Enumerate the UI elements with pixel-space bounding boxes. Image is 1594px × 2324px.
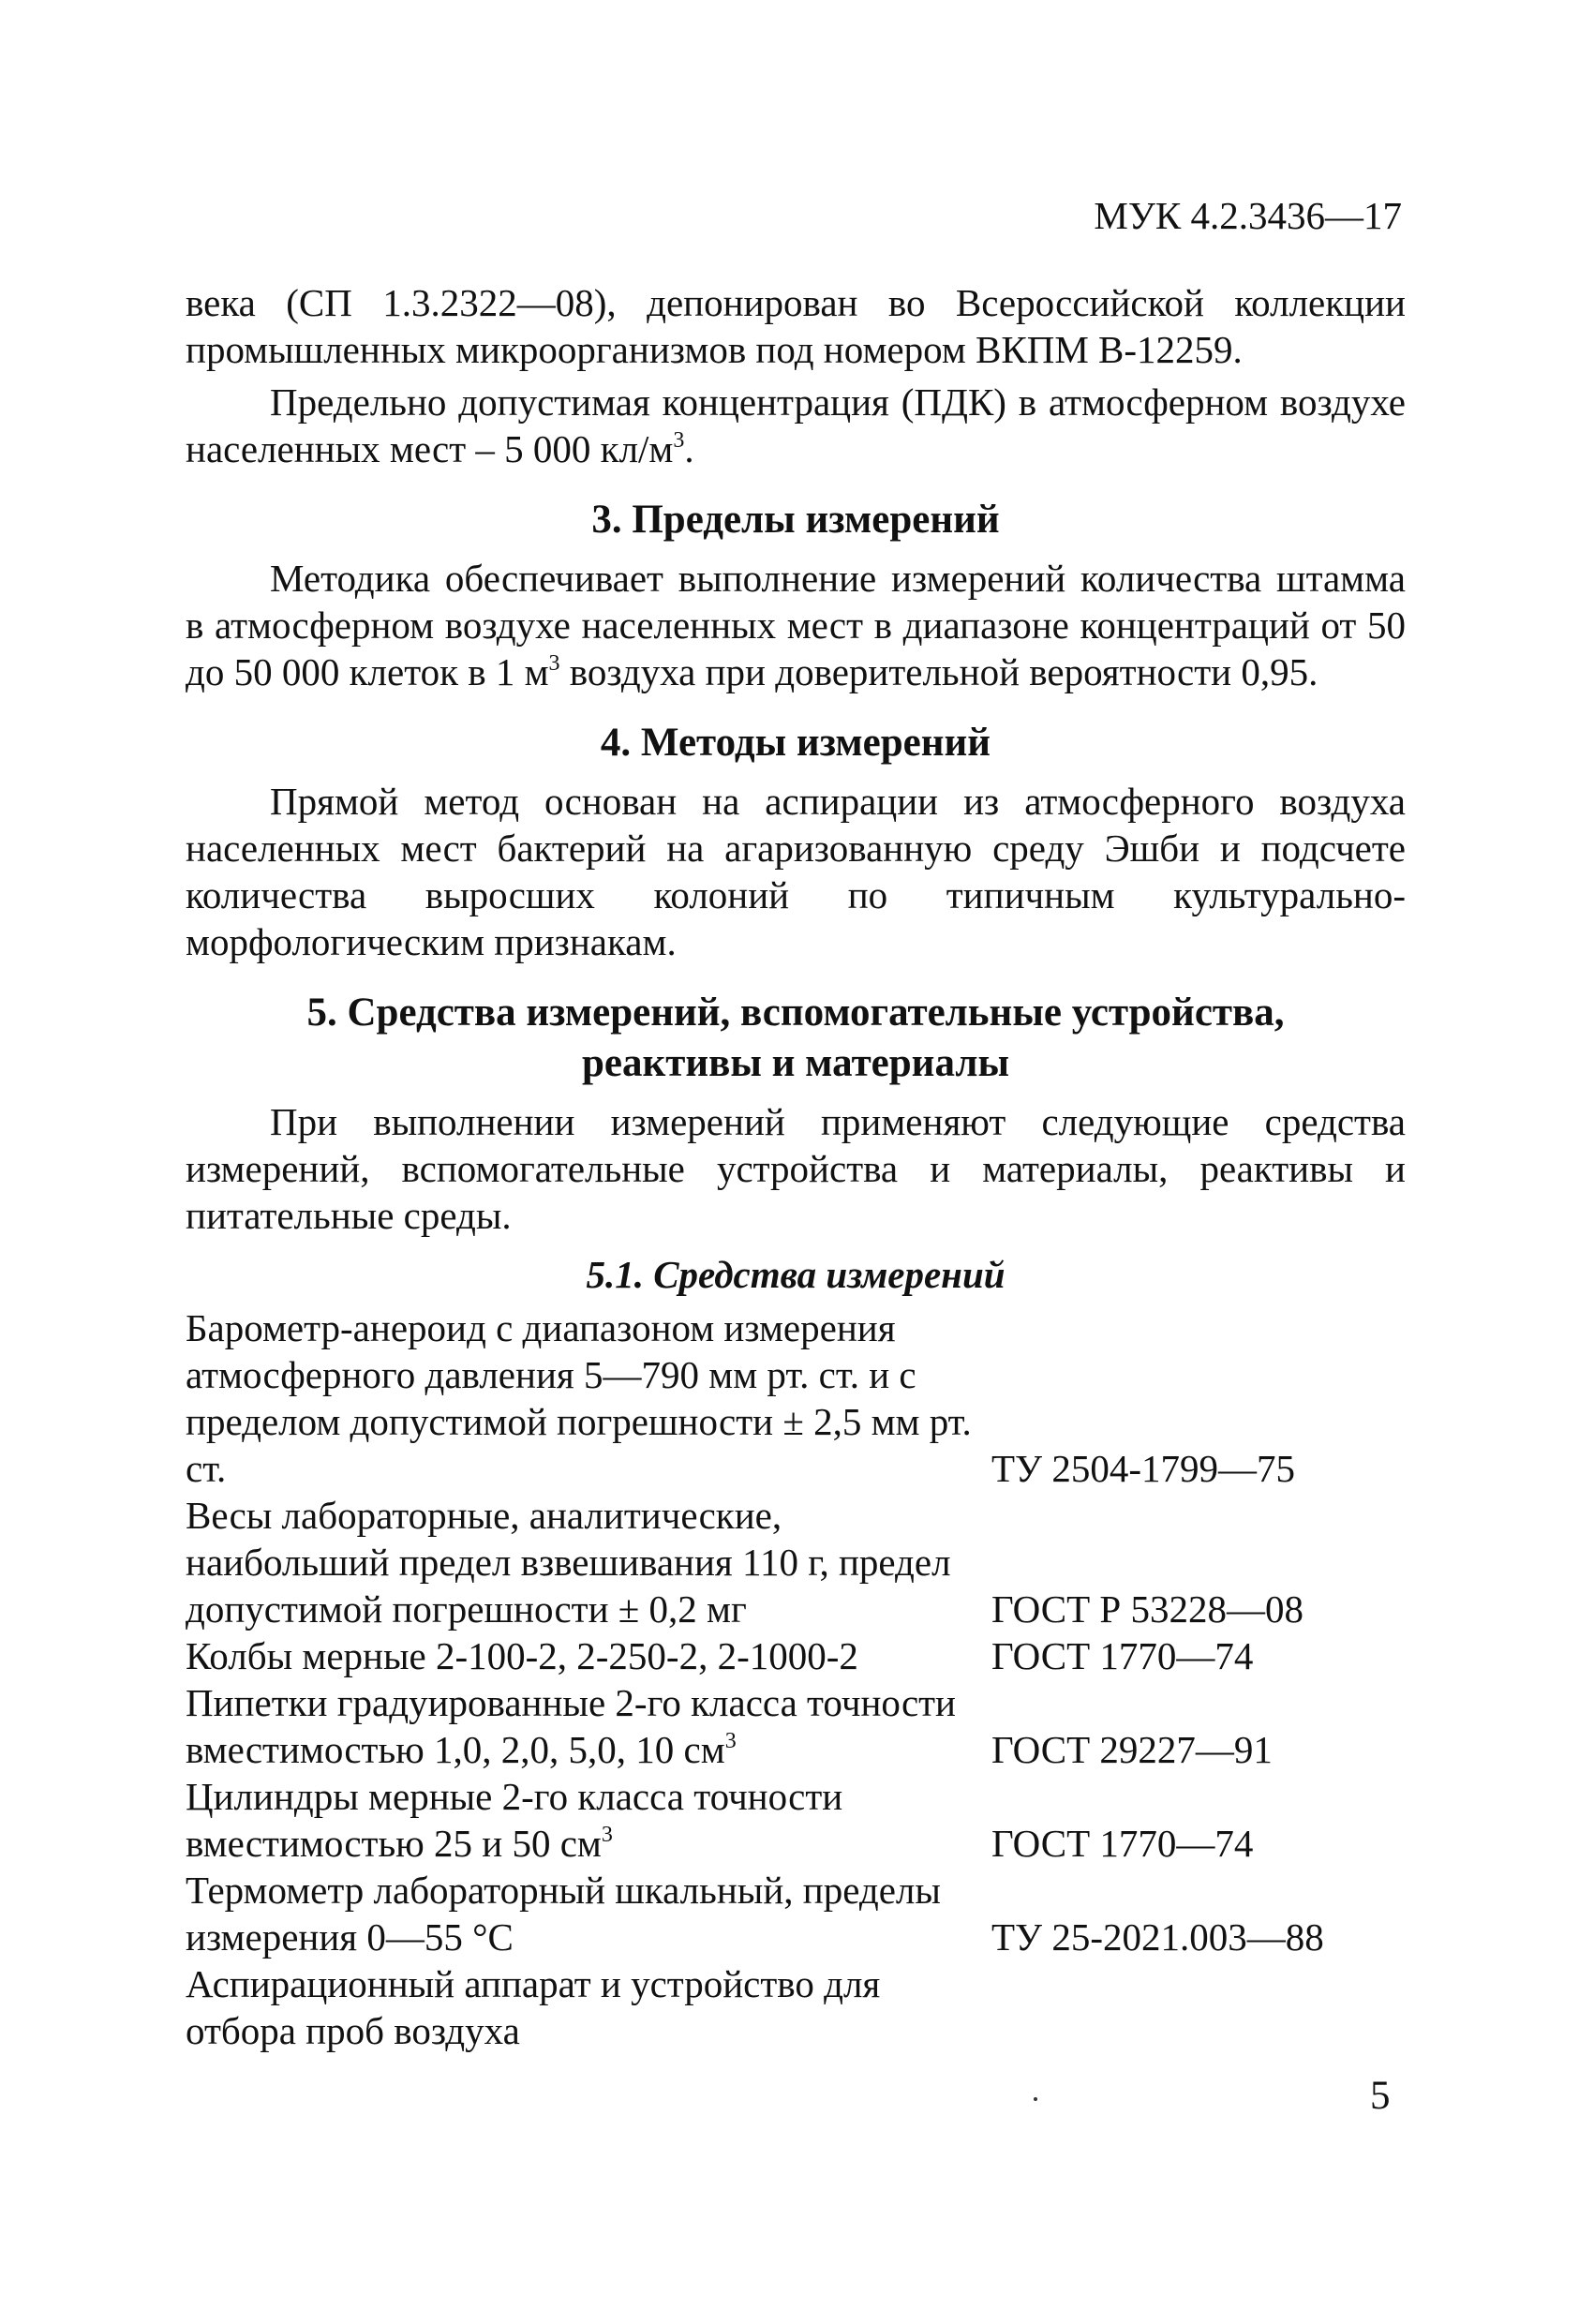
superscript: 3 xyxy=(601,1823,613,1847)
item-description xyxy=(186,1632,973,1679)
item-standard: ГОСТ 1770—74 xyxy=(991,1822,1254,1865)
list-item xyxy=(186,1632,1406,1679)
section-3-paragraph xyxy=(186,555,1406,695)
section-4-paragraph: Прямой метод основан на аспирации из атмосферного воздуха населенных мест бактерий на агаризованную среду Эшби и подсчете количества выросших колоний по типичным культурально-морфологическим признакам. xyxy=(186,780,1406,963)
item-description xyxy=(186,1304,973,1492)
list-item xyxy=(186,1960,1406,2054)
item-text: Термометр лабораторный шкальный, пределы измерения 0—55 °С xyxy=(186,1869,941,1959)
running-header: МУК 4.2.3436—17 xyxy=(1094,194,1402,237)
list-item xyxy=(186,1773,1406,1867)
section-5-heading xyxy=(186,988,1406,1089)
measurement-instruments-list xyxy=(186,1304,1406,2054)
item-standard: ТУ 25-2021.003—88 xyxy=(991,1915,1324,1959)
list-item xyxy=(186,1679,1406,1773)
superscript: 3 xyxy=(724,1729,737,1753)
item-text: Колбы мерные 2-100-2, 2-250-2, 2-1000-2 xyxy=(186,1634,858,1677)
item-description xyxy=(186,1679,973,1773)
item-standard: ТУ 2504-1799—75 xyxy=(991,1447,1295,1490)
intro-paragraph-1: века (СП 1.3.2322—08), депонирован во Всероссийской коллекции промышленных микроорганизмов под номером ВКПМ В-12259. xyxy=(186,281,1406,371)
item-description xyxy=(186,1773,973,1867)
list-item xyxy=(186,1304,1406,1492)
page-content xyxy=(186,279,1406,2054)
section-3-text-b: воздуха при доверительной вероятности 0,95. xyxy=(559,650,1318,693)
scan-speck xyxy=(1034,2097,1037,2101)
intro-paragraph-2-text: Предельно допустимая концентрация (ПДК) в атмосферном воздухе населенных мест – 5 000 кл/м xyxy=(186,380,1406,470)
item-text: Весы лабораторные, аналитические, наибольший предел взвешивания 110 г, предел допустимой погрешности ± 0,2 мг xyxy=(186,1494,951,1631)
item-text: Барометр-анероид с диапазоном измерения атмосферного давления 5—790 мм рт. ст. и с пределом допустимой погрешности ± 2,5 мм рт. ст. xyxy=(186,1306,972,1490)
intro-paragraph-2-end: . xyxy=(684,427,694,470)
item-standard: ГОСТ Р 53228—08 xyxy=(991,1587,1304,1631)
section-3-text-a: Методика обеспечивает выполнение измерений количества штамма в атмосферном воздухе населенных мест в диапазоне концентраций от 50 до 50 000 клеток в 1 м xyxy=(186,557,1406,693)
item-text: Аспирационный аппарат и устройство для отбора проб воздуха xyxy=(186,1962,881,2052)
item-standard: ГОСТ 29227—91 xyxy=(991,1728,1273,1771)
section-5-paragraph: При выполнении измерений применяют следующие средства измерений, вспомогательные устройства и материалы, реактивы и питательные среды. xyxy=(186,1100,1406,1237)
section-3-heading: 3. Пределы измерений xyxy=(591,498,1000,542)
intro-paragraph-2 xyxy=(186,379,1406,472)
subsection-5-1-heading: 5.1. Средства измерений xyxy=(586,1253,1006,1296)
item-description xyxy=(186,1867,973,1960)
superscript: 3 xyxy=(673,428,685,453)
item-description xyxy=(186,1492,973,1632)
superscript: 3 xyxy=(548,651,560,676)
item-description xyxy=(186,1960,973,2054)
list-item xyxy=(186,1867,1406,1960)
section-5-heading-line-1: 5. Средства измерений, вспомогательные устройства, xyxy=(306,991,1285,1035)
item-standard: ГОСТ 1770—74 xyxy=(991,1634,1254,1677)
section-4-heading: 4. Методы измерений xyxy=(600,721,991,765)
item-text: Пипетки градуированные 2-го класса точности вместимостью 1,0, 2,0, 5,0, 10 см xyxy=(186,1681,957,1771)
page-number: 5 xyxy=(1370,2074,1391,2118)
list-item xyxy=(186,1492,1406,1632)
item-text: Цилиндры мерные 2-го класса точности вместимостью 25 и 50 см xyxy=(186,1775,843,1865)
section-5-heading-line-2: реактивы и материалы xyxy=(581,1041,1010,1085)
